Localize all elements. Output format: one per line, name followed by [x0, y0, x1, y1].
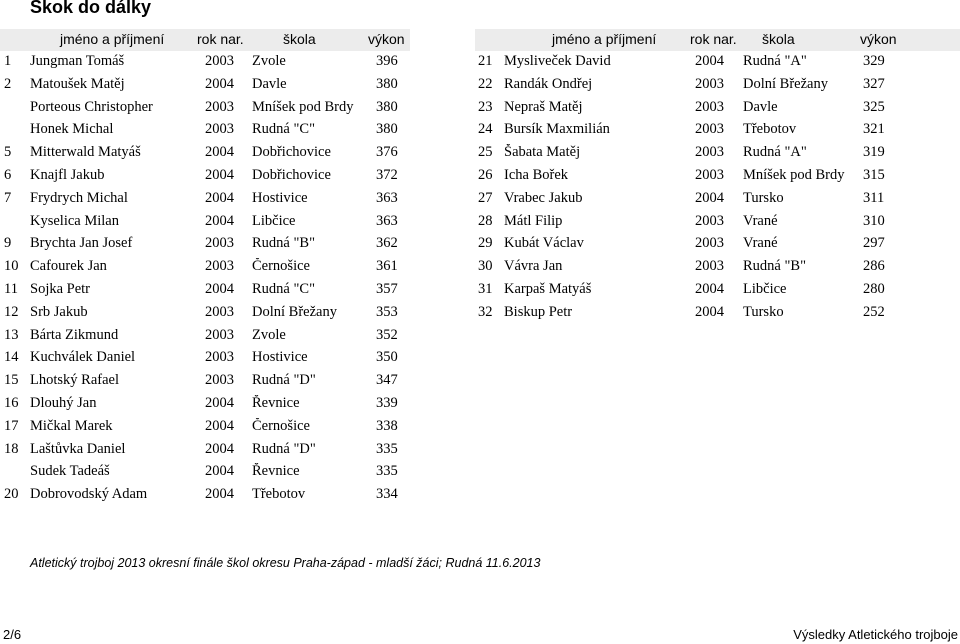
- table-row: [4, 439, 414, 462]
- name-cell: Icha Bořek: [504, 166, 569, 183]
- school-cell: Mníšek pod Brdy: [252, 98, 354, 115]
- left-results-table: [4, 51, 414, 507]
- year-cell: 2004: [205, 144, 234, 161]
- table-row: [4, 461, 414, 484]
- name-cell: Knajfl Jakub: [30, 166, 105, 183]
- rank-cell: 22: [478, 75, 493, 92]
- name-cell: Honek Michal: [30, 121, 114, 138]
- year-cell: 2003: [695, 144, 724, 161]
- right-results-table: [478, 51, 958, 325]
- school-cell: Třebotov: [743, 121, 797, 138]
- name-cell: Nepraš Matěj: [504, 98, 583, 115]
- school-cell: Černošice: [252, 258, 310, 275]
- perf-cell: 361: [376, 258, 398, 275]
- perf-cell: 310: [863, 212, 885, 229]
- rank-cell: 27: [478, 189, 493, 206]
- year-cell: 2004: [205, 486, 234, 503]
- name-cell: Dlouhý Jan: [30, 394, 97, 411]
- name-cell: Kubát Václav: [504, 235, 584, 252]
- table-row: [4, 256, 414, 279]
- document-title: Výsledky Atletického trojboje: [793, 627, 958, 642]
- table-row: [4, 165, 414, 188]
- event-footer: Atletický trojboj 2013 okresní finále škol okresu Praha-západ - mladší žáci; Rudná 11.6.2013: [30, 556, 541, 570]
- table-row: [4, 97, 414, 120]
- school-cell: Zvole: [252, 326, 286, 343]
- rank-cell: 16: [4, 394, 19, 411]
- perf-cell: 363: [376, 189, 398, 206]
- table-row: [478, 74, 958, 97]
- year-cell: 2004: [205, 212, 234, 229]
- table-row: [4, 370, 414, 393]
- name-cell: Frydrych Michal: [30, 189, 128, 206]
- table-row: [4, 279, 414, 302]
- header-perf: výkon: [368, 31, 405, 47]
- rank-cell: 1: [4, 53, 12, 69]
- school-cell: Zvole: [252, 53, 286, 69]
- rank-cell: 23: [478, 98, 493, 115]
- year-cell: 2003: [695, 166, 724, 183]
- name-cell: Vávra Jan: [504, 258, 563, 275]
- table-row: [478, 302, 958, 325]
- name-cell: Cafourek Jan: [30, 258, 107, 275]
- school-cell: Davle: [743, 98, 778, 115]
- perf-cell: 396: [376, 53, 398, 69]
- name-cell: Kuchválek Daniel: [30, 349, 136, 366]
- name-cell: Srb Jakub: [30, 303, 88, 320]
- year-cell: 2003: [695, 258, 724, 275]
- rank-cell: 20: [4, 486, 19, 503]
- school-cell: Dobřichovice: [252, 144, 331, 161]
- name-cell: Jungman Tomáš: [30, 53, 125, 69]
- year-cell: 2003: [205, 303, 234, 320]
- table-row: [478, 279, 958, 302]
- year-cell: 2003: [205, 53, 234, 69]
- rank-cell: 29: [478, 235, 493, 252]
- school-cell: Libčice: [252, 212, 296, 229]
- perf-cell: 325: [863, 98, 885, 115]
- year-cell: 2004: [205, 417, 234, 434]
- rank-cell: 17: [4, 417, 19, 434]
- table-row: [4, 142, 414, 165]
- name-cell: Randák Ondřej: [504, 75, 593, 92]
- year-cell: 2004: [205, 75, 234, 92]
- perf-cell: 339: [376, 394, 398, 411]
- table-row: [4, 302, 414, 325]
- rank-cell: 30: [478, 258, 493, 275]
- school-cell: Rudná "D": [252, 440, 316, 457]
- name-cell: Kyselica Milan: [30, 212, 119, 229]
- school-cell: Rudná "A": [743, 53, 807, 69]
- perf-cell: 363: [376, 212, 398, 229]
- table-row: [4, 211, 414, 234]
- year-cell: 2004: [205, 440, 234, 457]
- school-cell: Tursko: [743, 189, 784, 206]
- perf-cell: 353: [376, 303, 398, 320]
- name-cell: Mysliveček David: [504, 53, 611, 69]
- table-row: [478, 188, 958, 211]
- year-cell: 2003: [695, 235, 724, 252]
- table-row: [4, 233, 414, 256]
- rank-cell: 7: [4, 189, 12, 206]
- school-cell: Řevnice: [252, 394, 300, 411]
- year-cell: 2003: [695, 98, 724, 115]
- school-cell: Rudná "D": [252, 372, 316, 389]
- table-row: [478, 211, 958, 234]
- perf-cell: 297: [863, 235, 885, 252]
- rank-cell: 11: [4, 280, 18, 297]
- perf-cell: 335: [376, 463, 398, 480]
- year-cell: 2004: [695, 303, 724, 320]
- perf-cell: 380: [376, 121, 398, 138]
- rank-cell: 18: [4, 440, 19, 457]
- perf-cell: 380: [376, 98, 398, 115]
- rank-cell: 28: [478, 212, 493, 229]
- year-cell: 2004: [205, 189, 234, 206]
- school-cell: Dolní Břežany: [743, 75, 828, 92]
- year-cell: 2004: [695, 53, 724, 69]
- perf-cell: 338: [376, 417, 398, 434]
- school-cell: Dolní Břežany: [252, 303, 337, 320]
- perf-cell: 372: [376, 166, 398, 183]
- header-perf: výkon: [860, 31, 897, 47]
- perf-cell: 376: [376, 144, 398, 161]
- perf-cell: 321: [863, 121, 885, 138]
- name-cell: Mátl Filip: [504, 212, 563, 229]
- year-cell: 2003: [205, 372, 234, 389]
- header-name: jméno a příjmení: [60, 31, 165, 47]
- school-cell: Rudná "B": [252, 235, 315, 252]
- table-row: [478, 97, 958, 120]
- table-row: [4, 393, 414, 416]
- school-cell: Rudná "B": [743, 258, 806, 275]
- name-cell: Lhotský Rafael: [30, 372, 119, 389]
- perf-cell: 334: [376, 486, 398, 503]
- name-cell: Sudek Tadeáš: [30, 463, 110, 480]
- school-cell: Libčice: [743, 280, 787, 297]
- table-row: [4, 51, 414, 74]
- year-cell: 2003: [695, 75, 724, 92]
- school-cell: Černošice: [252, 417, 310, 434]
- school-cell: Rudná "C": [252, 280, 315, 297]
- perf-cell: 362: [376, 235, 398, 252]
- rank-cell: 6: [4, 166, 12, 183]
- page-number: 2/6: [3, 627, 22, 642]
- header-year: rok nar.: [690, 31, 737, 47]
- perf-cell: 280: [863, 280, 885, 297]
- perf-cell: 252: [863, 303, 885, 320]
- name-cell: Bursík Maxmilián: [504, 121, 610, 138]
- rank-cell: 12: [4, 303, 19, 320]
- school-cell: Rudná "C": [252, 121, 315, 138]
- year-cell: 2003: [695, 212, 724, 229]
- perf-cell: 315: [863, 166, 885, 183]
- perf-cell: 350: [376, 349, 398, 366]
- name-cell: Sojka Petr: [30, 280, 91, 297]
- table-row: [478, 233, 958, 256]
- name-cell: Porteous Christopher: [30, 98, 153, 115]
- rank-cell: 2: [4, 75, 12, 92]
- table-row: [478, 119, 958, 142]
- table-row: [4, 74, 414, 97]
- school-cell: Rudná "A": [743, 144, 807, 161]
- year-cell: 2003: [205, 235, 234, 252]
- school-cell: Hostivice: [252, 189, 308, 206]
- year-cell: 2004: [205, 280, 234, 297]
- header-school: škola: [283, 31, 316, 47]
- rank-cell: 5: [4, 144, 12, 161]
- year-cell: 2004: [205, 394, 234, 411]
- rank-cell: 14: [4, 349, 19, 366]
- left-table-header: [0, 29, 410, 51]
- rank-cell: 21: [478, 53, 493, 69]
- year-cell: 2004: [695, 280, 724, 297]
- school-cell: Mníšek pod Brdy: [743, 166, 845, 183]
- name-cell: Šabata Matěj: [504, 144, 581, 161]
- perf-cell: 329: [863, 53, 885, 69]
- perf-cell: 352: [376, 326, 398, 343]
- rank-cell: 13: [4, 326, 19, 343]
- rank-cell: 10: [4, 258, 19, 275]
- table-row: [4, 416, 414, 439]
- rank-cell: 9: [4, 235, 12, 252]
- school-cell: Vrané: [743, 212, 778, 229]
- rank-cell: 24: [478, 121, 493, 138]
- year-cell: 2003: [205, 349, 234, 366]
- name-cell: Matoušek Matěj: [30, 75, 125, 92]
- year-cell: 2003: [205, 98, 234, 115]
- page-title: Skok do dálky: [30, 0, 152, 17]
- name-cell: Bárta Zikmund: [30, 326, 119, 343]
- year-cell: 2003: [205, 258, 234, 275]
- name-cell: Karpaš Matyáš: [504, 280, 592, 297]
- table-row: [4, 484, 414, 507]
- table-row: [4, 325, 414, 348]
- year-cell: 2004: [205, 166, 234, 183]
- table-row: [4, 188, 414, 211]
- perf-cell: 347: [376, 372, 398, 389]
- school-cell: Dobřichovice: [252, 166, 331, 183]
- name-cell: Mitterwald Matyáš: [30, 144, 141, 161]
- name-cell: Brychta Jan Josef: [30, 235, 133, 252]
- table-row: [4, 347, 414, 370]
- header-school: škola: [762, 31, 795, 47]
- school-cell: Davle: [252, 75, 287, 92]
- perf-cell: 335: [376, 440, 398, 457]
- year-cell: 2003: [205, 326, 234, 343]
- school-cell: Řevnice: [252, 463, 300, 480]
- header-name: jméno a příjmení: [552, 31, 657, 47]
- table-row: [4, 119, 414, 142]
- perf-cell: 286: [863, 258, 885, 275]
- rank-cell: 26: [478, 166, 493, 183]
- rank-cell: 15: [4, 372, 19, 389]
- school-cell: Hostivice: [252, 349, 308, 366]
- year-cell: 2003: [205, 121, 234, 138]
- table-row: [478, 142, 958, 165]
- year-cell: 2004: [695, 189, 724, 206]
- name-cell: Mičkal Marek: [30, 417, 113, 434]
- rank-cell: 32: [478, 303, 493, 320]
- perf-cell: 380: [376, 75, 398, 92]
- school-cell: Třebotov: [252, 486, 306, 503]
- name-cell: Vrabec Jakub: [504, 189, 583, 206]
- perf-cell: 311: [863, 189, 885, 206]
- right-table-header: [475, 29, 960, 51]
- name-cell: Biskup Petr: [504, 303, 573, 320]
- perf-cell: 357: [376, 280, 398, 297]
- perf-cell: 327: [863, 75, 885, 92]
- year-cell: 2003: [695, 121, 724, 138]
- name-cell: Laštůvka Daniel: [30, 440, 126, 457]
- year-cell: 2004: [205, 463, 234, 480]
- table-row: [478, 51, 958, 74]
- perf-cell: 319: [863, 144, 885, 161]
- rank-cell: 31: [478, 280, 493, 297]
- school-cell: Tursko: [743, 303, 784, 320]
- header-year: rok nar.: [197, 31, 244, 47]
- table-row: [478, 256, 958, 279]
- table-row: [478, 165, 958, 188]
- school-cell: Vrané: [743, 235, 778, 252]
- name-cell: Dobrovodský Adam: [30, 486, 148, 503]
- rank-cell: 25: [478, 144, 493, 161]
